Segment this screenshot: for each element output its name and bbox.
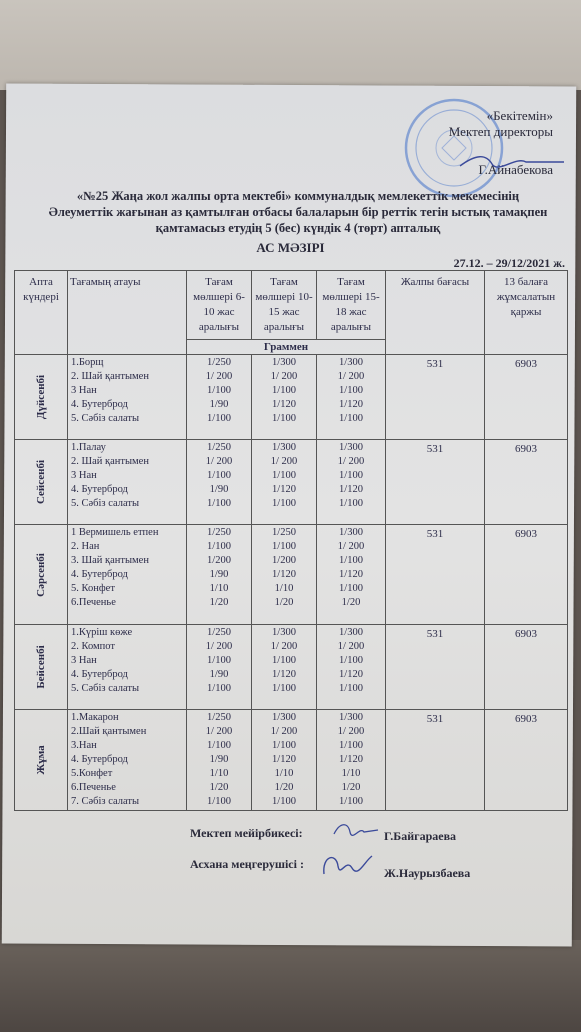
portion-value: 1/100 [207,385,231,396]
dish-item: 4. Бутерброд [71,669,128,680]
portion-value: 1/ 200 [270,371,298,382]
portion-value: 1/20 [209,597,229,608]
portion-value: 1/100 [272,796,296,807]
day-cell [15,440,68,525]
portion-value: 1/100 [272,413,296,424]
day-cell [15,525,68,625]
portion-value: 1/100 [339,413,363,424]
cost-13-children: 6903 [485,710,568,811]
approval-position: Мектеп директоры [448,124,553,139]
portion-value: 1/100 [272,655,296,666]
director-signature-icon [456,152,566,170]
portion-value: 1/100 [339,385,363,396]
dish-item: 5. Сәбіз салаты [71,413,140,424]
dish-item: 4. Бутерброд [71,399,128,410]
portion-age3 [317,625,386,710]
portion-value: 1/120 [339,669,363,680]
unit-label: Граммен [187,340,386,355]
portion-value: 1/100 [207,740,231,751]
menu-table [14,270,568,811]
portion-value: 1/ 200 [205,371,233,382]
portion-value: 1/100 [272,498,296,509]
portion-value: 1/100 [207,796,231,807]
portion-value: 1/250 [272,527,296,538]
portion-value: 1/ 200 [205,641,233,652]
portion-value: 1/100 [207,498,231,509]
portion-value: 1/200 [272,555,296,566]
table-header-row [15,271,568,340]
portion-value: 1/100 [339,796,363,807]
portion-value: 1/100 [339,683,363,694]
portion-age3 [317,525,386,625]
cost-13-children: 6903 [485,525,568,625]
dish-list [68,625,187,710]
portion-value: 1/250 [207,627,231,638]
dish-list [68,355,187,440]
approval-title: «Бекітемін» [486,108,553,123]
portion-value: 1/300 [272,357,296,368]
header-age1: Тағам мөлшері 6-10 жас аралығы [187,271,252,340]
table-row [15,525,568,625]
header-dish: Тағамың атауы [68,271,187,355]
portion-value: 1/20 [341,597,361,608]
dish-item: 6.Печенье [71,782,116,793]
portion-value: 1/300 [339,442,363,453]
dish-item: 4. Бутерброд [71,569,128,580]
portion-value: 1/120 [339,399,363,410]
portion-value: 1/ 200 [337,371,365,382]
portion-age3 [317,355,386,440]
menu-body [15,355,568,811]
table-row [15,440,568,525]
portion-value: 1/100 [207,413,231,424]
portion-value: 1/100 [272,470,296,481]
dish-item: 5.Конфет [71,768,113,779]
dish-item: 6.Печенье [71,597,116,608]
portion-value: 1/ 200 [337,641,365,652]
portion-age1 [187,625,252,710]
total-price: 531 [386,525,485,625]
portion-value: 1/100 [339,470,363,481]
header-age3: Тағам мөлшері 15-18 жас аралығы [317,271,386,340]
day-cell [15,625,68,710]
portion-value: 1/100 [339,655,363,666]
portion-value: 1/120 [339,484,363,495]
background-top [0,0,581,90]
dish-list [68,440,187,525]
portion-value: 1/90 [209,754,229,765]
header-cost: 13 балаға жұмсалатын қаржы [485,271,568,355]
dish-item: 3 Нан [71,655,97,666]
portion-value: 1/10 [274,768,294,779]
heading-line-3: қамтамасыз етудің 5 (бес) күндік 4 (төрт) апталық [155,221,441,235]
portion-value: 1/100 [272,740,296,751]
background-bottom [0,940,581,1032]
portion-value: 1/120 [339,754,363,765]
day-name: Сейсенбі [35,459,47,505]
table-row [15,710,568,811]
day-name: Сәрсенбі [35,552,47,597]
dish-item: 5. Сәбіз салаты [71,498,140,509]
portion-age3 [317,440,386,525]
dish-item: 2.Шай қантымен [71,726,147,737]
portion-value: 1/20 [341,782,361,793]
chef-name: Ж.Наурызбаева [384,866,471,880]
portion-value: 1/250 [207,527,231,538]
portion-value: 1/120 [272,484,296,495]
dish-item: 7. Сәбіз салаты [71,796,140,807]
portion-value: 1/100 [207,683,231,694]
portion-value: 1/300 [339,527,363,538]
portion-value: 1/120 [272,754,296,765]
portion-age2 [252,625,317,710]
cost-13-children: 6903 [485,355,568,440]
portion-value: 1/200 [207,555,231,566]
portion-age1 [187,440,252,525]
table-row [15,355,568,440]
dish-item: 5. Сәбіз салаты [71,683,140,694]
day-name: Бейсенбі [35,645,47,689]
dish-item: 3 Нан [71,385,97,396]
portion-value: 1/120 [272,669,296,680]
total-price: 531 [386,710,485,811]
dish-item: 1.Борщ [71,357,104,368]
portion-value: 1/ 200 [270,641,298,652]
dish-item: 2. Компот [71,641,115,652]
portion-value: 1/100 [272,541,296,552]
portion-value: 1/300 [272,442,296,453]
portion-value: 1/300 [272,627,296,638]
nurse-label: Мектеп мейірбикесі: [190,826,303,840]
portion-value: 1/20 [274,782,294,793]
portion-value: 1/120 [272,399,296,410]
portion-value: 1/300 [339,627,363,638]
portion-age1 [187,525,252,625]
dish-item: 1.Палау [71,442,106,453]
dish-item: 3.Нан [71,740,97,751]
portion-value: 1/20 [274,597,294,608]
header-age2: Тағам мөлшері 10-15 жас аралығы [252,271,317,340]
portion-value: 1/120 [272,569,296,580]
portion-value: 1/10 [341,768,361,779]
portion-value: 1/ 200 [270,726,298,737]
portion-value: 1/ 200 [270,456,298,467]
dish-item: 3 Нан [71,470,97,481]
cost-13-children: 6903 [485,440,568,525]
portion-value: 1/10 [209,583,229,594]
dish-item: 2. Нан [71,541,100,552]
portion-value: 1/100 [339,498,363,509]
menu-period: 27.12. – 29/12/2021 ж. [453,256,565,270]
cost-13-children: 6903 [485,625,568,710]
heading-line-1: «№25 Жаңа жол жалпы орта мектебі» коммуналдық мемлекеттік мекемесінің [76,189,520,203]
portion-value: 1/100 [207,541,231,552]
portion-value: 1/90 [209,569,229,580]
dish-item: 5. Конфет [71,583,115,594]
dish-item: 3. Шай қантымен [71,555,149,566]
header-total: Жалпы бағасы [386,271,485,355]
document-heading [28,188,568,236]
portion-value: 1/250 [207,442,231,453]
total-price: 531 [386,440,485,525]
nurse-signature-icon [330,818,380,842]
portion-value: 1/90 [209,669,229,680]
dish-item: 4. Бутерброд [71,484,128,495]
portion-value: 1/ 200 [337,541,365,552]
dish-item: 1 Вермишель етпен [71,527,159,538]
portion-age2 [252,525,317,625]
portion-value: 1/ 200 [337,726,365,737]
header-day: Апта күндері [15,271,68,355]
portion-value: 1/10 [209,768,229,779]
dish-item: 2. Шай қантымен [71,456,149,467]
portion-age2 [252,440,317,525]
total-price: 531 [386,625,485,710]
portion-value: 1/300 [272,712,296,723]
chef-label: Асхана меңгерушісі : [190,857,304,871]
chef-signature-icon [318,848,376,884]
portion-value: 1/100 [207,655,231,666]
portion-value: 1/10 [274,583,294,594]
portion-age1 [187,710,252,811]
approval-name: Г.Айнабекова [478,162,553,177]
nurse-name: Г.Байгараева [384,829,457,843]
portion-value: 1/20 [209,782,229,793]
portion-value: 1/250 [207,712,231,723]
portion-value: 1/100 [339,583,363,594]
day-name: Дүйсенбі [35,374,47,420]
portion-value: 1/300 [339,357,363,368]
portion-value: 1/100 [272,385,296,396]
portion-value: 1/90 [209,399,229,410]
portion-value: 1/250 [207,357,231,368]
portion-value: 1/100 [339,740,363,751]
portion-value: 1/300 [339,712,363,723]
portion-value: 1/90 [209,484,229,495]
total-price: 531 [386,355,485,440]
portion-age2 [252,710,317,811]
menu-title: АС МӘЗІРІ [256,240,325,255]
portion-value: 1/100 [207,470,231,481]
portion-value: 1/100 [339,555,363,566]
day-cell [15,710,68,811]
portion-age2 [252,355,317,440]
portion-age3 [317,710,386,811]
portion-value: 1/100 [272,683,296,694]
dish-list [68,710,187,811]
dish-list [68,525,187,625]
dish-item: 4. Бутерброд [71,754,128,765]
dish-item: 1.Макарон [71,712,119,723]
table-row [15,625,568,710]
portion-value: 1/120 [339,569,363,580]
portion-age1 [187,355,252,440]
dish-item: 2. Шай қантымен [71,371,149,382]
portion-value: 1/ 200 [337,456,365,467]
heading-line-2: Әлеуметтік жағынан аз қамтылған отбасы балаларын бір реттік тегін ыстық тамақпен [48,205,548,219]
dish-item: 1.Күріш көже [71,627,133,638]
portion-value: 1/ 200 [205,456,233,467]
portion-value: 1/ 200 [205,726,233,737]
day-cell [15,355,68,440]
day-name: Жұма [35,745,47,775]
